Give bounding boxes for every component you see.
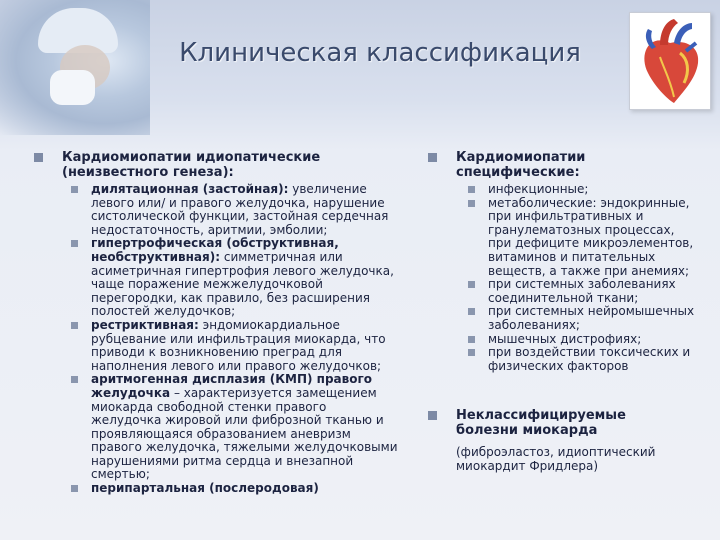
item-term: дилятационная (застойная): — [91, 182, 289, 196]
bullet-icon — [428, 153, 437, 162]
item-text: при системных нейромышечных заболеваниях; — [488, 304, 695, 332]
list-item — [91, 183, 399, 237]
item-term: гипертрофическая (обструктивная, необструктивная): — [91, 236, 339, 264]
bullet-icon — [34, 153, 43, 162]
heart-icon — [630, 13, 710, 109]
left-heading-line2: (неизвестного генеза): — [62, 165, 234, 180]
right-heading-line2: специфические: — [456, 165, 580, 180]
list-item — [488, 346, 700, 373]
item-term: перипартальная (послеродовая) — [91, 481, 319, 496]
item-text: симметричная или асиметричная гипертрофия левого желудочка, чаще поражение межжелудочковой перегородки, как правило, без расширения полостей желудочков; — [91, 249, 394, 319]
item-text: при системных заболеваниях соединительной ткани; — [488, 277, 676, 305]
right-list — [488, 183, 700, 373]
left-heading-line1: Кардиомиопатии идиопатические — [62, 150, 321, 165]
bullet-icon — [71, 485, 78, 492]
item-text: инфекционные; — [488, 182, 589, 196]
bullet-icon — [71, 240, 78, 247]
bullet-icon — [468, 349, 475, 356]
slide-title: Клиническая классификация — [179, 38, 581, 68]
right-heading2-line1: Неклассифицируемые — [456, 408, 626, 423]
bullet-icon — [428, 411, 437, 420]
list-item — [488, 183, 700, 197]
surgeon-photo — [0, 0, 150, 135]
item-text: метаболические: эндокринные, при инфильтративных и гранулематозных процессах, при дефиците микроэлементов, витаминов и питательных веществ, а также при анемиях; — [488, 195, 694, 278]
item-text: эндомиокардиальное рубцевание или инфильтрация миокарда, что приводи к возникновению преград для наполнения левого или правого желудочков; — [91, 317, 386, 373]
bullet-icon — [468, 281, 475, 288]
item-text: при воздействии токсических и физических факторов — [488, 345, 691, 373]
list-item — [91, 319, 399, 373]
item-text: – характеризуется замещением миокарда свободной стенки правого желудочка жировой или фиброзной тканью и проявляющаяся образованием аневризм правого желудочка, тяжелыми желудочковыми нарушениями ритма сердца и внезапной смертью; — [91, 385, 398, 482]
bullet-icon — [468, 336, 475, 343]
left-list — [91, 183, 399, 496]
item-text: мышечных дистрофиях; — [488, 331, 642, 346]
item-term: рестриктивная: — [91, 317, 199, 332]
bullet-icon — [468, 186, 475, 193]
right-heading2-line2: болезни миокарда — [456, 423, 598, 438]
list-item — [488, 333, 700, 347]
bullet-icon — [71, 186, 78, 193]
item-text: увеличение левого или/ и правого желудочка, нарушение систолической функции, застойная сердечная недостаточность, аритмии, эмболии; — [91, 182, 389, 237]
bullet-icon — [71, 376, 78, 383]
list-item — [91, 482, 399, 496]
heart-illustration — [629, 12, 711, 110]
item-term: аритмогенная дисплазия (КМП) правого желудочка — [91, 372, 372, 400]
list-item — [91, 373, 399, 482]
right-heading-line1: Кардиомиопатии — [456, 150, 586, 165]
list-item — [488, 305, 700, 332]
list-item — [91, 237, 399, 319]
bullet-icon — [468, 200, 475, 207]
list-item — [488, 278, 700, 305]
surgical-mask — [50, 70, 95, 105]
right-note: (фиброэластоз, идиоптический миокардит Фридлера) — [456, 445, 656, 473]
list-item — [488, 197, 700, 279]
bullet-icon — [468, 308, 475, 315]
bullet-icon — [71, 322, 78, 329]
